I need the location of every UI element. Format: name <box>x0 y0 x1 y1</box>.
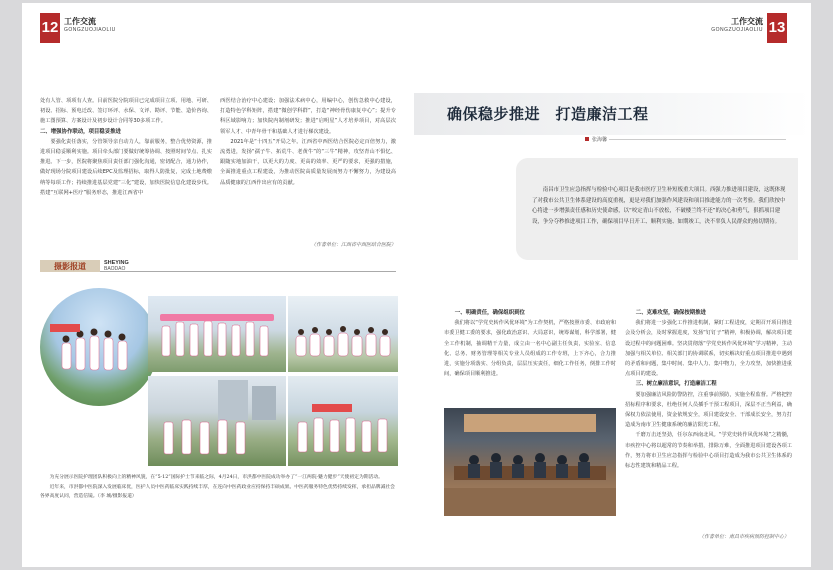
people-illustration <box>148 376 286 466</box>
right-page <box>414 3 811 567</box>
header-title: 工作交流 <box>64 17 96 26</box>
meeting-photo <box>444 408 616 516</box>
group-photo-building <box>148 376 286 466</box>
section-label-en: SHEYING <box>104 260 129 266</box>
people-illustration <box>40 288 158 406</box>
left-column-1 <box>40 96 212 198</box>
header-subtitle: GONGZUOJIAOLIU <box>64 27 116 33</box>
meeting-illustration <box>444 408 616 516</box>
page-number: 12 <box>40 13 60 43</box>
author-unit: （作者单位：南昌市疾病预防控制中心） <box>698 534 789 540</box>
caption-paragraph: 近年来，市洪都中医院深入发展临床优，医护人员中医药临床实践持续丰厚，在连向中医药政业应持保持丰硕成果。中医药服务特色优势持续发挥，承担品牌减社会各界高度认同，营造信镜。（李 城/摄影报道） <box>40 484 395 499</box>
paragraph: 我们将进一步强化工作推进机制，紧盯工程进度，定期召开项目推进会及分析会，及时掌握进度，发扬“钉钉子”精神，积极协调，解决项目建设过程中的问题困难。坚决贯彻落“学党史转作风优环境”学习精神，主动加强与相关单位、相关部门的协调联系，切实解决好重点项目推进中遇到的矛盾和问题，集中时间、集中人力、集中物力，全力攻坚，加快推进重点项目的建设。 <box>625 320 792 378</box>
paragraph: 处有人管、项项有人查。目前医院分院项目已完成项目立项、用地、可研、初设、招标、预电迁改、签订环评、水保、文评、勘评、节能、造价咨询、施工图预算、方案设计及初步设计合同等30多项工作。 <box>40 98 212 125</box>
group-photo-trees <box>288 376 398 466</box>
section-label: 摄影报道 <box>40 260 100 272</box>
section-heading: 一、明确责任，确保组织到位 <box>454 310 525 316</box>
author-marker <box>585 137 589 141</box>
header-title: 工作交流 <box>731 17 763 26</box>
photo-caption <box>40 473 396 502</box>
paragraph: 西医结合治疗中心建设；加强法术病中心，用编中心，创伤急救中心建设，打造特色学科矩阵，搭建“微创学科群”，打造“神经骨伤康复中心”；提升专科区域影响力；加快院内制剂研发；推进“启明星”人才培养项目，对高层次领军人才、中青年骨干和基础人才进行梯次建设。 <box>220 98 396 135</box>
paragraph: 2021年是“十四五”开局之年。江西省中西医结合医院必定百倍努力，激流勇进，发扬“孺子牛、拓荒牛、老黄牛”的“三牛”精神，攻坚青山不惧忆、跟随实地加油干，以更大的力度、更高的效率、更严的要求，更强的措施，全面推进重点工程建设，为推动医院高质量发展而努力不懈努力，为建设高品质健康的江西作出应有的贡献。 <box>220 138 396 186</box>
right-column-2 <box>625 308 792 471</box>
caption-paragraph: 为充分展示医院护理团队积极向上的精神风貌，在“5·12”国际护士节来临之际，4月24日，市洪都中医院成功举办了“一江两院·魅力健步”天使初定为期活动。 <box>49 475 383 480</box>
author-unit: （作者单位：江西省中西医结合医院） <box>310 242 396 248</box>
article-title: 确保稳步推进 打造廉洁工程 <box>447 105 649 123</box>
right-column-1 <box>444 308 616 379</box>
page-number: 13 <box>767 13 787 43</box>
divider <box>609 139 786 140</box>
group-photo-park <box>148 296 286 372</box>
header-subtitle: GONGZUOJIAOLIU <box>711 27 763 33</box>
group-photo-circle <box>40 288 158 406</box>
people-illustration <box>148 296 286 372</box>
left-page <box>22 3 414 567</box>
paragraph: 要强化责任落实，分管领导亲自动力人，靠前服务，整合优势资源，推进项目稳妥顺利实施。项目牵头部门要做好统筹协调、按照时间节点、扎实推进。下一步，医院将聚焦项目责任部门强化沟通，密切配合，通力协作，做好现场分院项目建设后续EPC及监理招标，取得人防批复，完成土地费缴纳等每项工作；持续推进基层党建“三化”建设，加快医院信息化建设步伐。搭建“互联网+医疗”服务形态，推进江西省中 <box>40 138 212 196</box>
intro-paragraph: 南昌市卫生应急指挥与检验中心项目是我市医疗卫生补短板重大项目。西强力推进项目建设，这既体现了对我市公共卫生体系建设的高度重视，更是对我们加强作风建设和项目推进能力的一次考验。我们欣按中心将进一步增强责任感和历史使命感，以“咬定青山不放松，不破楼兰终不还”的决心和勇气，狠抓项目建设，争分夺秒推进项目工作，确保项目早日开工、顺利实施、如期竣工，决不辜负人民群众的热切期待。 <box>532 187 786 225</box>
section-heading: 二、克难攻坚，确保按期推进 <box>635 310 706 316</box>
section-heading: 三、树立廉洁意识，打造廉洁工程 <box>635 381 717 388</box>
paragraph: 要加强廉洁风险防警防控，注重事前预防，实施全程监督。严格把控招标程序和要求，杜绝任何人员插手干预工程项目，深层不正当利益，确保权力依法使用，资金依规安全，项目建设安全、干部成长安全，努力打造成为南市卫生健康系统的廉洁阳光工程。 <box>625 391 792 429</box>
article-intro <box>532 185 790 227</box>
article-author: 张海馨 <box>592 137 608 143</box>
section-label-en-2: BAODAO <box>104 266 126 272</box>
left-column-2 <box>220 96 396 188</box>
photo-report-banner <box>40 260 396 272</box>
people-illustration <box>288 296 398 372</box>
people-illustration <box>288 376 398 466</box>
paragraph: 千磨万击还坚劲，任尔东西南北风。“学党史转作风优环境”之精髓，市疾控中心将以超常的节奏和举措，排除万难，全面推进项目建设各项工作，努力将市卫生应急指挥与检验中心项目打造成为我市公共卫生体系的标志性建筑和精品工程。 <box>625 432 792 470</box>
section-heading: 二、增强协作联动，项目稳妥推进 <box>40 128 121 135</box>
paragraph: 我们将以“学党史转作风优环境”为工作契机，严格按照市委、市政府和市委卫健工委的要求，强化政治意识、大局意识，统筹谋划，科学部署，健全工作机制，抽调精干力量，成立由一名中心副主任负责，实验室、信息化、总务、财务管理等相关专业人员组成的工作专班，上下齐心，合力推进，实施分项落实、分组负责，层层压实责任，细化工作任务，倒排工作时间，确保项目顺利推进。 <box>444 320 616 378</box>
group-photo-sitting <box>288 296 398 372</box>
